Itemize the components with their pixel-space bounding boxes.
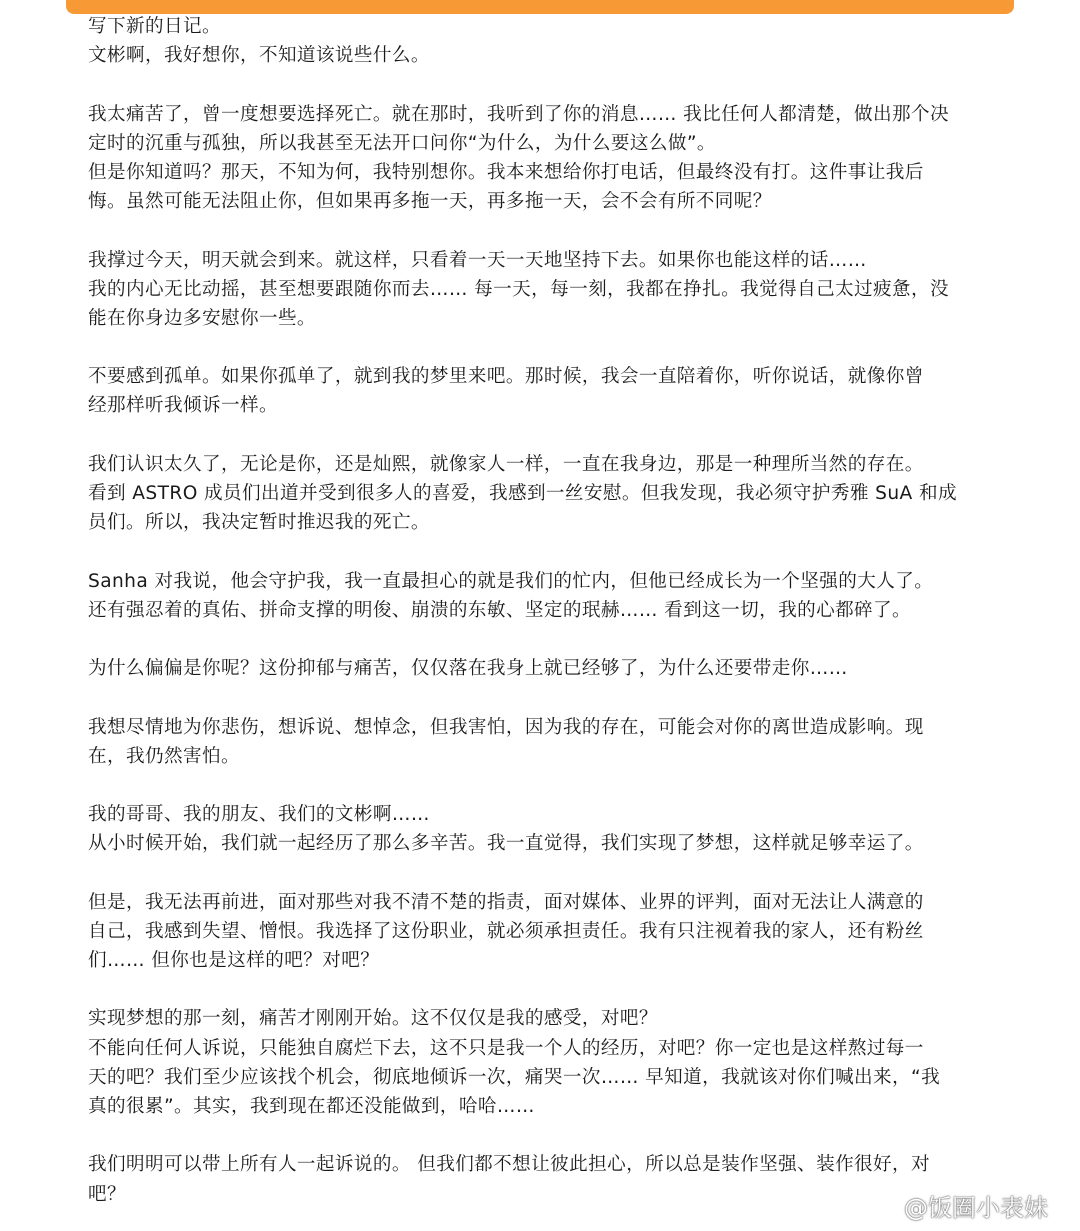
diary-text — [88, 12, 1008, 1209]
text-line: 写下新的日记。 — [88, 16, 221, 37]
text-line: 我们明明可以带上所有人一起诉说的。 但我们都不想让彼此担心，所以总是装作坚强、装作很好，对 — [88, 1154, 931, 1176]
text-line: 不要感到孤单。如果你孤单了，就到我的梦里来吧。那时候，我会一直陪着你，听你说话，就像你曾 — [88, 366, 924, 388]
paragraph-gap — [88, 625, 1008, 654]
text-line: 从小时候开始，我们就一起经历了那么多辛苦。我一直觉得，我们实现了梦想，这样就足够幸运了。 — [88, 833, 924, 855]
text-line: Sanha 对我说，他会守护我，我一直最担心的就是我们的忙内，但他已经成长为一个坚强的大人了。 — [88, 570, 934, 592]
text-line: 在，我仍然害怕。 — [88, 745, 240, 767]
text-line: 为什么偏偏是你呢？这份抑郁与痛苦，仅仅落在我身上就已经够了，为什么还要带走你…… — [88, 658, 848, 680]
paragraph-gap — [88, 858, 1008, 887]
paragraph — [88, 888, 1008, 976]
watermark — [862, 1187, 1048, 1223]
text-line: 真的很累”。其实，我到现在都还没能做到，哈哈…… — [88, 1095, 535, 1117]
paragraph-gap — [88, 216, 1008, 245]
paragraph — [88, 1004, 1008, 1121]
watermark-text: @饭圈小表妹 — [904, 1193, 1048, 1222]
paragraph — [88, 246, 1008, 334]
paragraph-gap — [88, 333, 1008, 362]
paragraph-gap — [88, 70, 1008, 99]
text-line: 我撑过今天，明天就会到来。就这样，只看着一天一天地坚持下去。如果你也能这样的话…… — [88, 249, 867, 271]
text-line: 我的内心无比动摇，甚至想要跟随你而去…… 每一天，每一刻，我都在挣扎。我觉得自己太过疲惫，没 — [88, 278, 950, 300]
paragraph — [88, 800, 1008, 858]
text-line: 定时的沉重与孤独，所以我甚至无法开口问你“为什么，为什么要这么做”。 — [88, 132, 716, 154]
text-line: 们…… 但你也是这样的吧？对吧？ — [88, 950, 380, 971]
text-line: 吧？ — [88, 1183, 126, 1205]
text-line: 实现梦想的那一刻，痛苦才刚刚开始。这不仅仅是我的感受，对吧？ — [88, 1008, 658, 1030]
paragraph-gap — [88, 975, 1008, 1004]
paragraph-gap — [88, 771, 1008, 800]
text-line: 天的吧？我们至少应该找个机会，彻底地倾诉一次，痛哭一次…… 早知道，我就该对你们喊出来，“我 — [88, 1066, 941, 1088]
paragraph — [88, 713, 1008, 771]
text-line: 但是，我无法再前进，面对那些对我不清不楚的指责，面对媒体、业界的评判，面对无法让人满意的 — [88, 891, 924, 913]
text-line: 但是你知道吗？那天，不知为何，我特别想你。我本来想给你打电话，但最终没有打。这件事让我后 — [88, 161, 924, 183]
text-line: 悔。虽然可能无法阻止你，但如果再多拖一天，再多拖一天，会不会有所不同呢？ — [88, 191, 772, 213]
paragraph — [88, 12, 1008, 70]
paragraph — [88, 362, 1008, 420]
text-line: 我太痛苦了，曾一度想要选择死亡。就在那时，我听到了你的消息…… 我比任何人都清楚，做出那个决 — [88, 103, 950, 125]
weibo-icon — [862, 1190, 900, 1220]
paragraph-gap — [88, 421, 1008, 450]
paragraph-gap — [88, 683, 1008, 712]
paragraph-gap — [88, 1121, 1008, 1150]
text-line: 文彬啊，我好想你，不知道该说些什么。 — [88, 45, 430, 67]
text-line: 经那样听我倾诉一样。 — [88, 395, 278, 417]
text-line: 还有强忍着的真佑、拼命支撑的明俊、崩溃的东敏、坚定的珉赫…… 看到这一切，我的心都碎了。 — [88, 599, 912, 621]
text-line: 能在你身边多安慰你一些。 — [88, 307, 316, 329]
text-line: 自己，我感到失望、憎恨。我选择了这份职业，就必须承担责任。我有只注视着我的家人，还有粉丝 — [88, 920, 924, 942]
paragraph — [88, 654, 1008, 683]
text-line: 不能向任何人诉说，只能独自腐烂下去，这不只是我一个人的经历，对吧？你一定也是这样熬过每一 — [88, 1037, 924, 1059]
text-line: 员们。所以，我决定暂时推迟我的死亡。 — [88, 512, 430, 534]
text-line: 看到 ASTRO 成员们出道并受到很多人的喜爱，我感到一丝安慰。但我发现，我必须守护秀雅 SuA 和成 — [88, 483, 957, 504]
paragraph-gap — [88, 537, 1008, 566]
text-line: 我的哥哥、我的朋友、我们的文彬啊…… — [88, 804, 430, 826]
paragraph — [88, 100, 1008, 217]
paragraph — [88, 567, 1008, 625]
text-line: 我想尽情地为你悲伤，想诉说、想悼念，但我害怕，因为我的存在，可能会对你的离世造成影响。现 — [88, 716, 924, 738]
text-line: 我们认识太久了，无论是你，还是灿熙，就像家人一样，一直在我身边，那是一种理所当然的存在。 — [88, 453, 924, 475]
paragraph — [88, 450, 1008, 538]
